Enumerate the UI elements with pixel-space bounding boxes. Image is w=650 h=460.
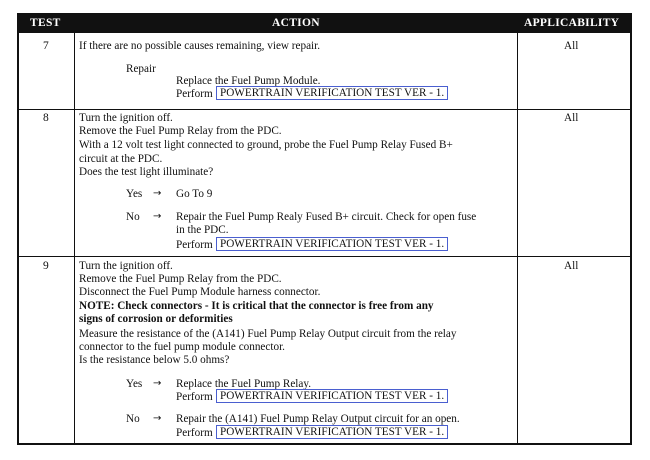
header-action: ACTION xyxy=(272,17,320,29)
row-divider xyxy=(19,256,630,257)
perform-label: Perform xyxy=(176,391,213,403)
test-number: 8 xyxy=(43,112,49,124)
column-divider xyxy=(517,33,518,443)
no-action: Repair the (A141) Fuel Pump Relay Output circuit for an open. xyxy=(176,413,460,425)
action-question: Is the resistance below 5.0 ohms? xyxy=(79,354,230,366)
applicability-value: All xyxy=(564,40,579,52)
repair-label: Repair xyxy=(126,63,156,75)
action-text: Turn the ignition off. xyxy=(79,112,173,124)
applicability-value: All xyxy=(564,112,579,124)
perform-label: Perform xyxy=(176,239,213,251)
verification-test-link[interactable]: POWERTRAIN VERIFICATION TEST VER - 1. xyxy=(216,237,448,251)
arrow-icon: → xyxy=(153,188,162,199)
yes-label: Yes xyxy=(126,378,143,390)
header-applicability: APPLICABILITY xyxy=(524,17,620,29)
diagnostic-table xyxy=(17,13,632,445)
no-label: No xyxy=(126,211,140,223)
verification-test-link[interactable]: POWERTRAIN VERIFICATION TEST VER - 1. xyxy=(216,86,448,100)
yes-label: Yes xyxy=(126,188,143,200)
verification-test-link[interactable]: POWERTRAIN VERIFICATION TEST VER - 1. xyxy=(216,389,448,403)
action-text: Remove the Fuel Pump Relay from the PDC. xyxy=(79,125,282,137)
note-text: NOTE: Check connectors - It is critical that the connector is free from any xyxy=(79,300,434,312)
row-divider xyxy=(19,109,630,110)
action-question: Does the test light illuminate? xyxy=(79,166,214,178)
repair-step: Replace the Fuel Pump Module. xyxy=(176,75,321,87)
table-header xyxy=(19,15,630,33)
applicability-value: All xyxy=(564,260,579,272)
yes-action: Go To 9 xyxy=(176,188,213,200)
action-text: With a 12 volt test light connected to ground, probe the Fuel Pump Relay Fused B+ xyxy=(79,139,453,151)
action-text: connector to the fuel pump module connector. xyxy=(79,341,285,353)
arrow-icon: → xyxy=(153,413,162,424)
action-text: Turn the ignition off. xyxy=(79,260,173,272)
action-text: Disconnect the Fuel Pump Module harness connector. xyxy=(79,286,321,298)
action-text: If there are no possible causes remaining, view repair. xyxy=(79,40,321,52)
no-label: No xyxy=(126,413,140,425)
perform-label: Perform xyxy=(176,88,213,100)
no-action: Repair the Fuel Pump Realy Fused B+ circuit. Check for open fuse xyxy=(176,211,477,223)
yes-action: Replace the Fuel Pump Relay. xyxy=(176,378,312,390)
test-number: 7 xyxy=(43,40,49,52)
note-text: signs of corrosion or deformities xyxy=(79,313,233,325)
column-divider xyxy=(74,33,75,443)
verification-test-link[interactable]: POWERTRAIN VERIFICATION TEST VER - 1. xyxy=(216,425,448,439)
no-action: in the PDC. xyxy=(176,224,229,236)
action-text: Remove the Fuel Pump Relay from the PDC. xyxy=(79,273,282,285)
test-number: 9 xyxy=(43,260,49,272)
perform-label: Perform xyxy=(176,427,213,439)
arrow-icon: → xyxy=(153,378,162,389)
arrow-icon: → xyxy=(153,211,162,222)
action-text: circuit at the PDC. xyxy=(79,153,163,165)
action-text: Measure the resistance of the (A141) Fuel Pump Relay Output circuit from the relay xyxy=(79,328,457,340)
header-test: TEST xyxy=(30,17,61,29)
